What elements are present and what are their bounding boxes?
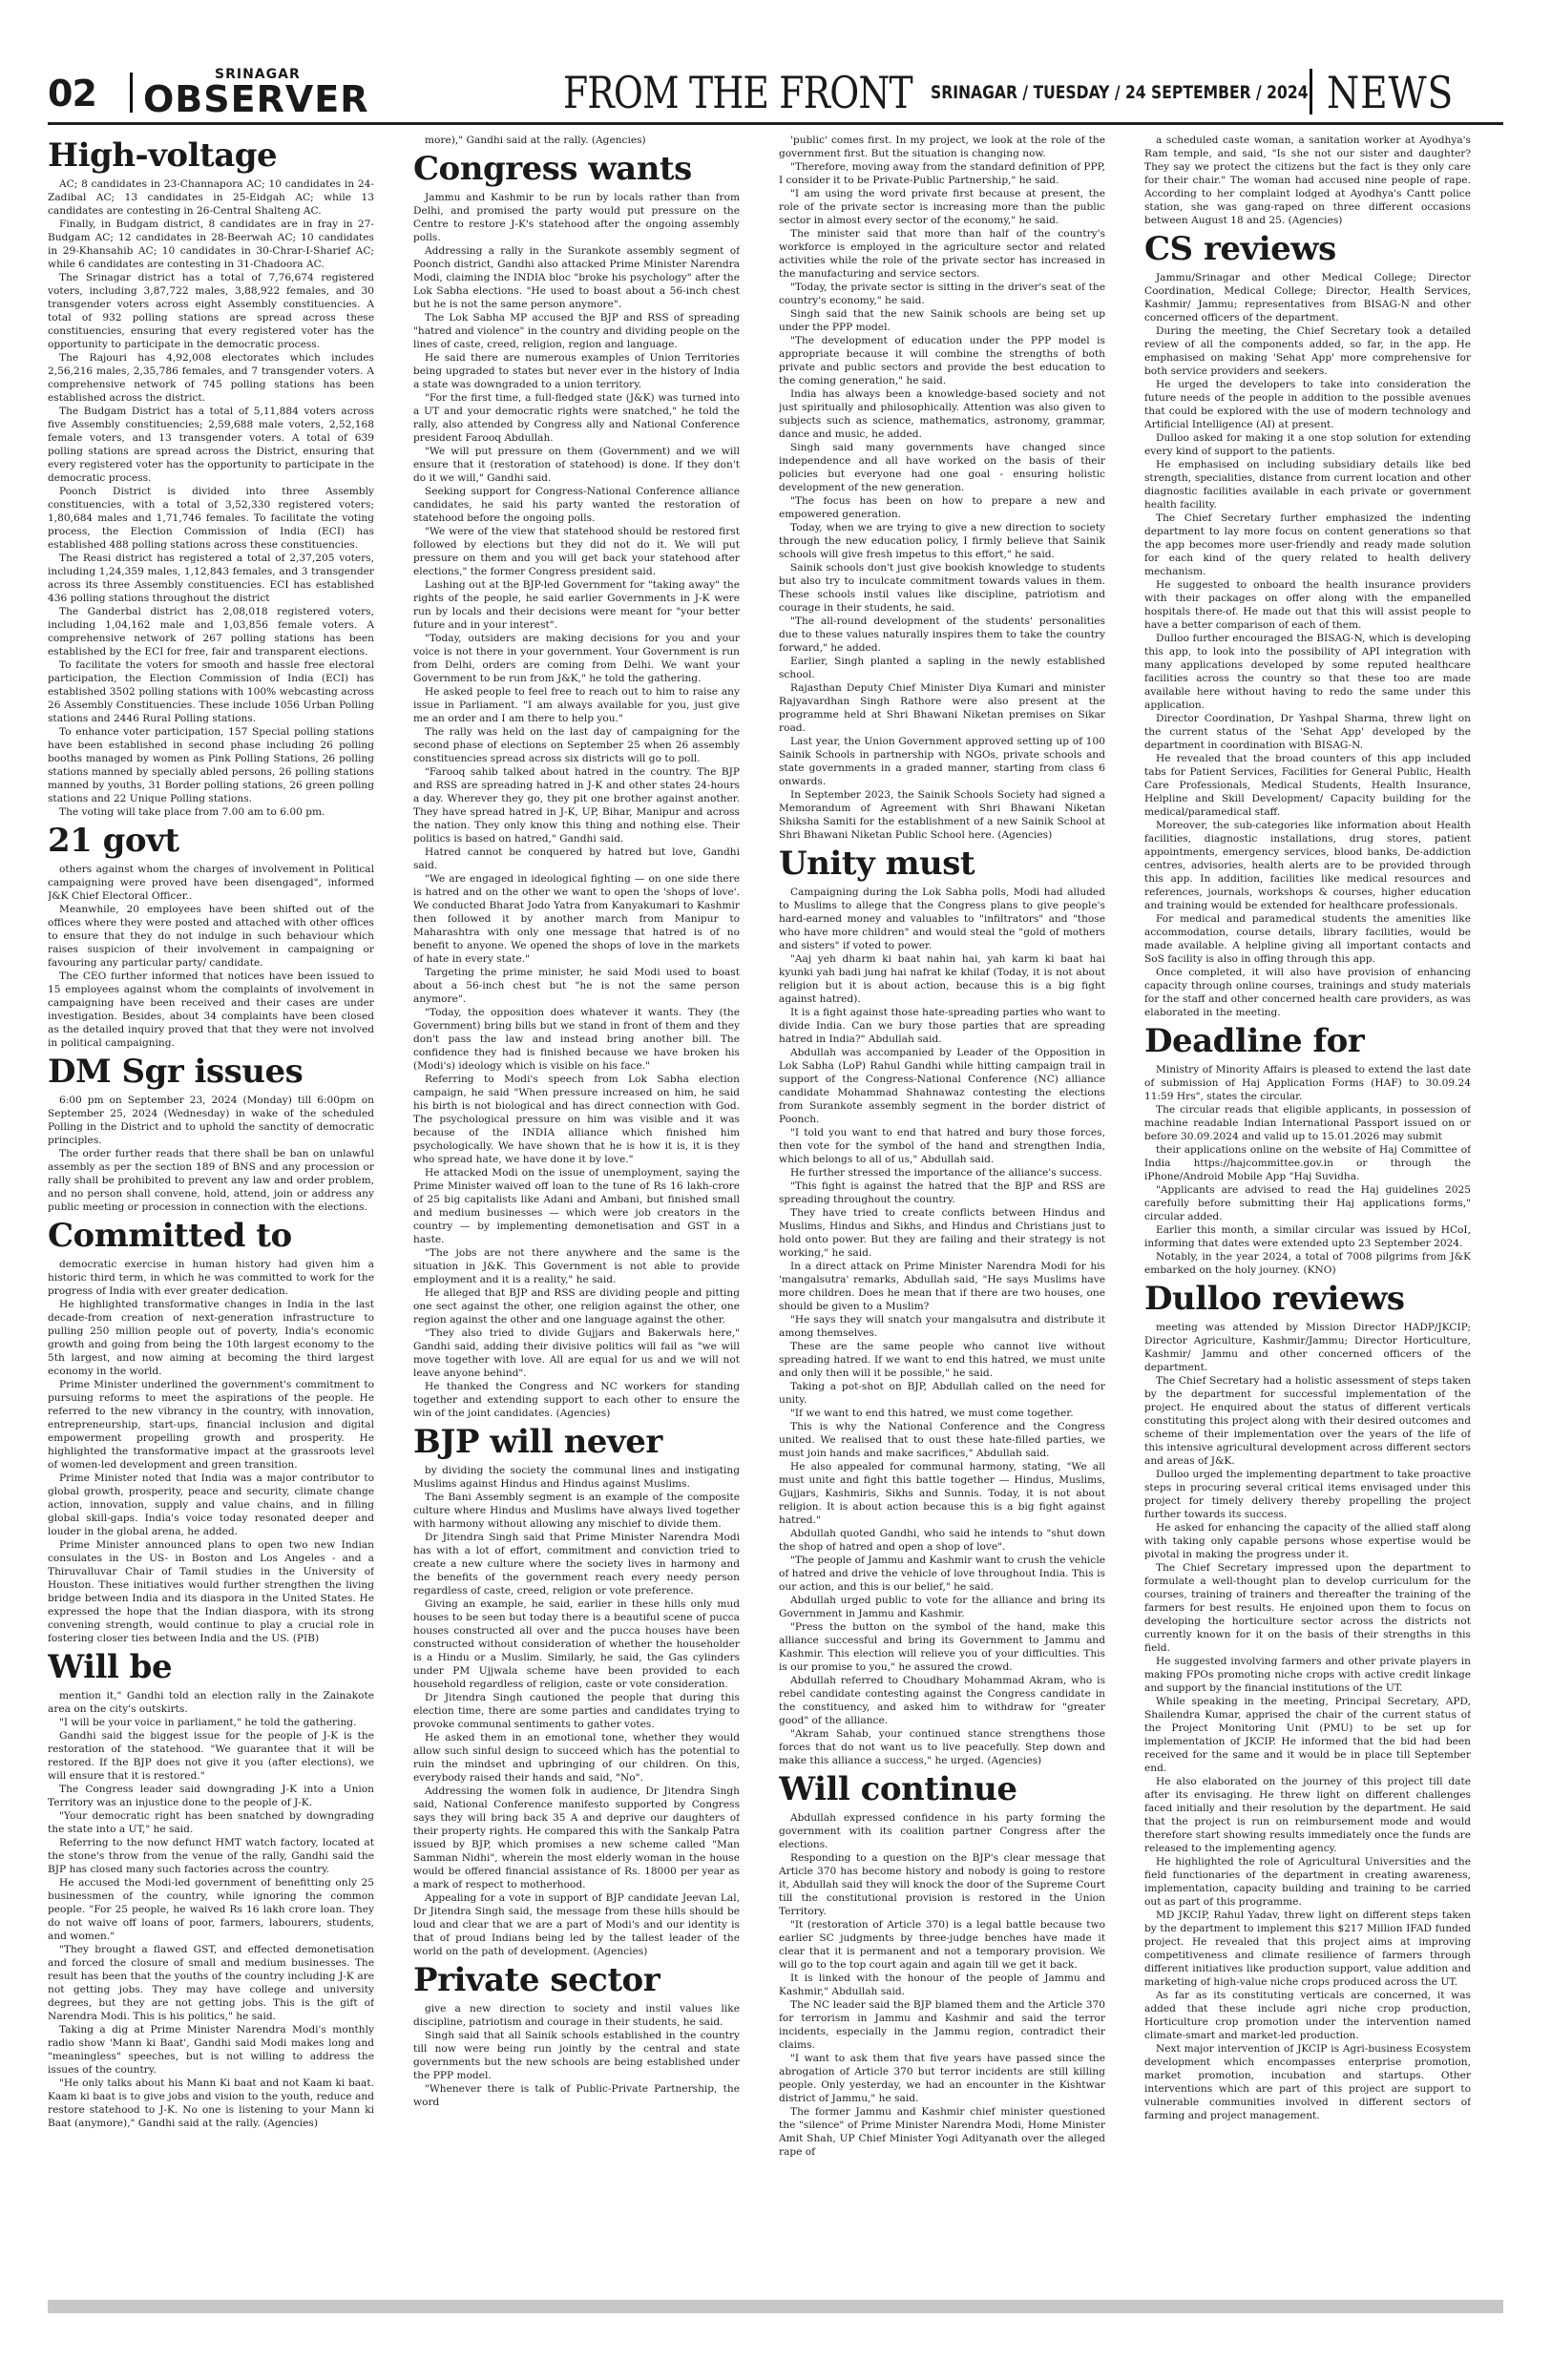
article-paragraph: "Farooq sahib talked about hatred in the country. The BJP and RSS are spreading hatred in J-K and other states 24-hours a day. Wherever they go, they pit one brother against another. They have spread hatred in J-K, UP, Bihar, Manipur and across the nation. They only know this thing and nothing else. Their politics is based on hatred," Gandhi said. xyxy=(413,766,740,845)
article-paragraph: "He only talks about his Mann Ki baat and not Kaam ki baat. Kaam ki baat is to give jobs and vision to the youth, reduce and restore statehood to J-K. No one is listening to your Mann ki Baat (anymore)," Gandhi said at the rally. (Agencies) xyxy=(48,2077,374,2129)
article-paragraph: Prime Minister noted that India was a major contributor to global growth, prosperity, peace and security, climate change action, innovation, supply and value chains, and in filling global skill-gaps. India's voice today resonated deeper and louder in the global arena, he added. xyxy=(48,1472,374,1537)
article-paragraph: Singh said many governments have changed since independence and all have worked on the basis of their policies but everyone had one goal - ensuring holistic development of the new generation. xyxy=(779,442,1105,493)
article xyxy=(779,846,1105,1767)
article-headline: Congress wants xyxy=(413,150,692,188)
article-paragraph: Dr Jitendra Singh cautioned the people that during this election time, there are some parties and candidates trying to provoke communal sentiments to gather votes. xyxy=(413,1692,740,1730)
article-paragraph: He suggested to onboard the health insurance providers with their packages on offer along with the empanelled hospitals there-of. He made out that this will assist people to have a better comparison of each of them. xyxy=(1144,579,1471,631)
article-paragraph: The former Jammu and Kashmir chief minister questioned the "silence" of Prime Minister Narendra Modi, Home Minister Amit Shah, UP Chief Minister Yogi Adityanath over the alleged rape of xyxy=(779,2106,1105,2158)
article-paragraph: Referring to Modi's speech from Lok Sabha election campaign, he said "When pressure increased on him, he said his birth is not biological and has direct connection with God. The psychological pressure on him was visible and it was because of the INDIA alliance which finished him psychologically. We have shown that he is how it is, it is they who spread hate, we have done it by love." xyxy=(413,1074,740,1165)
article-paragraph: He revealed that the broad counters of this app included tabs for Patient Services, Facilities for General Public, Health Care Professionals, Medical Students, Health Insurance, Helpline and Skill Development/ Capacity building for the medical/paramedical staff. xyxy=(1144,753,1471,818)
article-paragraph: "For the first time, a full-fledged state (J&K) was turned into a UT and your democratic rights were snatched," he told the rally, also attended by Congress ally and National Conference president Farooq Abdullah. xyxy=(413,392,740,444)
article-paragraph: Once completed, it will also have provision of enhancing capacity through online courses, trainings and study materials for the staff and other concerned health care providers, as was elaborated in the meeting. xyxy=(1144,967,1471,1018)
article xyxy=(779,1771,1105,2159)
article-paragraph: others against whom the charges of involvement in Political campaigning were proved have been disengaged", informed J&K Chief Electoral Officer.. xyxy=(48,864,374,902)
article-paragraph: more)," Gandhi said at the rally. (Agencies) xyxy=(425,135,646,146)
article-paragraph: India has always been a knowledge-based society and not just spiritually and philosophically. Attention was also given to subjects such as science, mathematics, astronomy, grammar, dance and music, he added. xyxy=(779,388,1105,440)
article-paragraph: The Ganderbal district has 2,08,018 registered voters, including 1,04,162 male and 1,03,856 female voters. A comprehensive network of 267 polling stations has been established by the ECI for free, fair and transparent elections. xyxy=(48,606,374,658)
article-paragraph: "Applicants are advised to read the Haj guidelines 2025 carefully before submitting their Haj applications forms," circular added. xyxy=(1144,1184,1471,1222)
article-paragraph: "Akram Sahab, your continued stance strengthens those forces that do not want us to live peacefully. Step down and make this alliance a success," he urged. (Agencies) xyxy=(779,1728,1105,1766)
article xyxy=(413,1424,740,1958)
article-paragraph: He suggested involving farmers and other private players in making FPOs promoting niche crops with active credit linkage and support by the financial institutions of the UT. xyxy=(1144,1656,1471,1694)
article-paragraph: Rajasthan Deputy Chief Minister Diya Kumari and minister Rajyavardhan Singh Rathore were also present at the programme held at Shri Bhawani Niketan premises on Sikar road. xyxy=(779,682,1105,734)
article-paragraph: MD JKCIP, Rahul Yadav, threw light on different steps taken by the department to implement this $217 Million IFAD funded project. He revealed that this project aims at improving competitiveness and climate resilience of farmers through different initiatives like production support, value addition and marketing of high-value niche crops produced across the UT. xyxy=(1144,1910,1471,1988)
article-paragraph: These are the same people who cannot live without spreading hatred. If we want to end this hatred, we must unite and only then will it be possible," he said. xyxy=(779,1341,1105,1379)
article xyxy=(48,1054,374,1214)
article-paragraph: Taking a pot-shot on BJP, Abdullah called on the need for unity. xyxy=(779,1381,1105,1406)
column-4 xyxy=(1144,134,1471,2288)
article xyxy=(48,137,374,819)
article-paragraph: To facilitate the voters for smooth and hassle free electoral participation, the Election Commission of India (ECI) has established 3502 polling stations with 100% webcasting across 26 Assembly Constituencies. These include 1056 Urban Polling stations and 2446 Rural Polling stations. xyxy=(48,659,374,724)
article xyxy=(413,151,740,1420)
article-paragraph: Singh said that all Sainik schools established in the country till now were being run jointly by the central and state governments but the new schools are being established under the PPP model. xyxy=(413,2030,740,2081)
article-paragraph: Sainik schools don't just give bookish knowledge to students but also try to inculcate commitment towards values in them. These schools instil values like discipline, patriotism and courage in their students, he said. xyxy=(779,562,1105,614)
article-paragraph: He accused the Modi-led government of benefitting only 25 businessmen of the country, while ignoring the common people. "For 25 people, he waived Rs 16 lakh crore loan. They do not waive off loans of poor, farmers, labourers, students, and women." xyxy=(48,1877,374,1942)
article-paragraph: Dr Jitendra Singh said that Prime Minister Narendra Modi has with a lot of effort, commitment and conviction tried to create a new culture where the society lives in harmony and the benefits of the government reach every needy person regardless of caste, creed, religion or vote preference. xyxy=(413,1532,740,1597)
article-paragraph: Hatred cannot be conquered by hatred but love, Gandhi said. xyxy=(413,846,740,871)
article-paragraph: The circular reads that eligible applicants, in possession of machine readable Indian International Passport issued on or before 30.09.2024 and valid up to 15.01.2026 may submit xyxy=(1144,1104,1471,1142)
article-paragraph: "This fight is against the hatred that the BJP and RSS are spreading throughout the country. xyxy=(779,1180,1105,1205)
article-paragraph: Notably, in the year 2024, a total of 7008 pilgrims from J&K embarked on the holy journey. (KNO) xyxy=(1144,1251,1471,1276)
article-paragraph: Abdullah quoted Gandhi, who said he intends to "shut down the shop of hatred and open a shop of love". xyxy=(779,1528,1105,1553)
article-paragraph: meeting was attended by Mission Director HADP/JKCIP; Director Agriculture, Kashmir/Jammu; Director Horticulture, Kashmir/ Jammu and other concerned officers of the department. xyxy=(1144,1322,1471,1373)
column-3 xyxy=(779,134,1105,2288)
article-paragraph: "Aaj yeh dharm ki baat nahin hai, yah karm ki baat hai kyunki yah badi jung hai nafrat ke khilaf (Today, it is not about religion but it is about action, because this is a big fight against hatred). xyxy=(779,953,1105,1005)
article-paragraph: The NC leader said the BJP blamed them and the Article 370 for terrorism in Jammu and Kashmir and said the terror incidents, especially in the Jammu region, contradict their claims. xyxy=(779,1999,1105,2051)
article-paragraph: 6:00 pm on September 23, 2024 (Monday) till 6:00pm on September 25, 2024 (Wednesday) in wake of the scheduled Polling in the District and to uphold the sanctity of democratic principles. xyxy=(48,1095,374,1146)
article-headline: DM Sgr issues xyxy=(48,1053,304,1091)
article-paragraph: "If we want to end this hatred, we must come together. xyxy=(790,1408,1074,1419)
article-paragraph: "Today, the opposition does whatever it wants. They (the Government) bring bills but we stand in front of them and they don't pass the law and instead bring another bill. The confidence they had is finished because we have broken his (Modi's) ideology which is visible on his face." xyxy=(413,1007,740,1072)
article-paragraph: "We are engaged in ideological fighting — on one side there is hatred and on the other we want to open the 'shops of love'. We conducted Bharat Jodo Yatra from Kanyakumari to Kashmir then followed it by another march from Manipur to Maharashtra with only one message that hatred is of no benefit to anyone. We opened the shops of love in the markets of hate in every state." xyxy=(413,873,740,965)
article xyxy=(413,134,740,147)
article-paragraph: "I want to ask them that five years have passed since the abrogation of Article 370 but terror incidents are still killing people. Only yesterday, we had an encounter in the Kishtwar district of Jammu," he said. xyxy=(779,2053,1105,2104)
article xyxy=(413,1962,740,2109)
article-paragraph: During the meeting, the Chief Secretary took a detailed review of all the components added, so far, in the app. He emphasised on making 'Sehat App' more comprehensive for both service providers and seekers. xyxy=(1144,325,1471,377)
article-paragraph: AC; 8 candidates in 23-Channapora AC; 10 candidates in 24-Zadibal AC; 13 candidates in 25-Eidgah AC; while 13 candidates are contesting in 26-Central Shalteng AC. xyxy=(48,178,374,217)
article-paragraph: 'public' comes first. In my project, we look at the role of the government first. But the situation is changing now. xyxy=(779,135,1105,159)
article-paragraph: "Whenever there is talk of Public-Private Partnership, the word xyxy=(413,2083,740,2108)
article-paragraph: Campaigning during the Lok Sabha polls, Modi had alluded to Muslims to allege that the Congress plans to give people's hard-earned money and valuables to "infiltrators" and "those who have more children" and would steal the "gold of mothers and sisters" if voted to power. xyxy=(779,887,1105,951)
article xyxy=(48,1649,374,2130)
masthead-divider-right xyxy=(1310,69,1312,115)
article-paragraph: Ministry of Minority Affairs is pleased to extend the last date of submission of Haj Application Forms (HAF) to 30.09.24 11:59 Hrs", states the circular. xyxy=(1144,1064,1471,1102)
article-paragraph: He thanked the Congress and NC workers for standing together and extending support to each other to ensure the win of the joint candidates. (Agencies) xyxy=(413,1381,740,1419)
article-paragraph: The Lok Sabha MP accused the BJP and RSS of spreading "hatred and violence" in the country and dividing people on the lines of caste, creed, religion, region and language. xyxy=(413,312,740,350)
article-paragraph: Taking a dig at Prime Minister Narendra Modi's monthly radio show 'Mann ki Baat', Gandhi said Modi makes long and "meaningless" speeches, but is not willing to address the issues of the country. xyxy=(48,2024,374,2076)
article-paragraph: This is why the National Conference and the Congress united. We realised that to oust these hate-filled parties, we must join hands and make sacrifices," Abdullah said. xyxy=(779,1421,1105,1459)
article-paragraph: by dividing the society the communal lines and instigating Muslims against Hindus and Hindus against Muslims. xyxy=(413,1465,740,1490)
article-paragraph: The Budgam District has a total of 5,11,884 voters across five Assembly constituencies; 2,59,688 male voters, 2,52,168 female voters, and 13 transgender voters. A total of 639 polling stations are spread across the District, ensuring that every registered voter has the opportunity to participate in the democratic process. xyxy=(48,406,374,484)
article xyxy=(1144,134,1471,227)
article-paragraph: He also elaborated on the journey of this project till date after its envisaging. He threw light on different challenges faced initially and their resolution by the department. He said that the project is run on reimbursement mode and would therefore start showing results immediately once the funds are released to the implementing agency. xyxy=(1144,1776,1471,1854)
article-paragraph: give a new direction to society and instil values like discipline, patriotism and courage in their students, he said. xyxy=(413,2003,740,2028)
article-paragraph: The order further reads that there shall be ban on unlawful assembly as per the section 189 of BNS and any procession or rally shall be prohibited to prevent any law and order problem, and no person shall convene, hold, attend, join or address any public meeting or procession in connection with the elections. xyxy=(48,1148,374,1213)
article-paragraph: It is linked with the honour of the people of Jammu and Kashmir," Abdullah said. xyxy=(779,1973,1105,1997)
article-paragraph: Abdullah expressed confidence in his party forming the government with its coalition partner Congress after the elections. xyxy=(779,1812,1105,1850)
article-paragraph: "I am using the word private first because at present, the role of the private sector is increasing more than the public sector in almost every sector of the economy," he said. xyxy=(779,188,1105,226)
article-paragraph: He also appealed for communal harmony, stating, "We all must unite and fight this battle together — Hindus, Muslims, Gujjars, Kashmiris, Sikhs and Sunnis. Today, it is not about religion. It is about action because this is a big fight against hatred." xyxy=(779,1461,1105,1526)
article-paragraph: He urged the developers to take into consideration the future needs of the people in addition to the possible avenues that could be explored with the use of modern technology and Artificial Intelligence (AI) at present. xyxy=(1144,379,1471,430)
article-paragraph: The Chief Secretary had a holistic assessment of steps taken by the department for successful implementation of the project. He enquired about the status of different verticals constituting this project along with their desired outcomes and scheme of their implementation over the years of the life of this intensive agricultural development across different sectors and areas of J&K. xyxy=(1144,1375,1471,1467)
article-paragraph: The rally was held on the last day of campaigning for the second phase of elections on September 25 when 26 assembly constituencies spread across six districts will go to poll. xyxy=(413,726,740,764)
article-headline: CS reviews xyxy=(1144,230,1336,268)
article-headline: Will be xyxy=(48,1648,173,1686)
section-title: FROM THE FRONT xyxy=(563,67,912,118)
article-headline: Unity must xyxy=(779,845,975,883)
article-paragraph: Referring to the now defunct HMT watch factory, located at the stone's throw from the venue of the rally, Gandhi said the BJP has closed many such factories across the country. xyxy=(48,1837,374,1875)
article-paragraph: Director Coordination, Dr Yashpal Sharma, threw light on the current status of the 'Sehat App' developed by the department in coordination with BISAG-N. xyxy=(1144,713,1471,751)
article-headline: BJP will never xyxy=(413,1423,662,1461)
article-paragraph: Dulloo asked for making it a one stop solution for extending every kind of support to the patients. xyxy=(1144,432,1471,457)
article-paragraph: He said there are numerous examples of Union Territories being upgraded to states but never ever in the history of India a state was downgraded to a union territory. xyxy=(413,352,740,390)
article-paragraph: Finally, in Budgam district, 8 candidates are in fray in 27-Budgam AC; 12 candidates in 28-Beerwah AC; 10 candidates in 29-Khansahib AC; 10 candidates in 30-Chrar-I-Sharief AC; while 6 candidates are contesting in 31-Chadoora AC. xyxy=(48,219,374,270)
article-paragraph: "They brought a flawed GST, and effected demonetisation and forced the closure of small and medium businesses. The result has been that the youths of the country including J-K are not getting jobs. They may have college and university degrees, but they are not getting jobs. This is the gift of Narendra Modi. This is his politics," he said. xyxy=(48,1944,374,2022)
column-1 xyxy=(48,134,374,2288)
article-paragraph: The Congress leader said downgrading J-K into a Union Territory was an injustice done to the people of J-K. xyxy=(48,1784,374,1808)
article-paragraph: The CEO further informed that notices have been issued to 15 employees against whom the complaints of involvement in campaigning have been received and their cases are under investigation. Besides, about 34 complaints have been closed as the detailed inquiry proved that that they were not involved in political campaigning. xyxy=(48,971,374,1049)
article-paragraph: "The jobs are not there anywhere and the same is the situation in J&K. This Government is not able to provide employment and it is a reality," he said. xyxy=(413,1247,740,1285)
article-paragraph: "The focus has been on how to prepare a new and empowered generation. xyxy=(779,495,1105,520)
article-paragraph: Abdullah urged public to vote for the alliance and bring its Government in Jammu and Kashmir. xyxy=(779,1595,1105,1619)
article-paragraph: They have tried to create conflicts between Hindus and Muslims, Hindus and Sikhs, and Hindus and Christians just to hold onto power. But they are failing and their strategy is not working," he said. xyxy=(779,1207,1105,1259)
article-paragraph: "Press the button on the symbol of the hand, make this alliance successful and bring its Government to Jammu and Kashmir. This election will relieve you of your difficulties. This is our promise to you," he assured the crowd. xyxy=(779,1621,1105,1673)
article-paragraph: Today, when we are trying to give a new direction to society through the new education policy, I firmly believe that Sainik schools will give fresh impetus to this effort," he said. xyxy=(779,522,1105,560)
article-paragraph: "I will be your voice in parliament," he told the gathering. xyxy=(59,1717,357,1728)
article-paragraph: Earlier, Singh planted a sapling in the newly established school. xyxy=(779,656,1105,680)
article-headline: Private sector xyxy=(413,1961,660,1999)
article-paragraph: Last year, the Union Government approved setting up of 100 Sainik Schools in partnership with NGOs, private schools and state governments in a graded manner, starting from class 6 onwards. xyxy=(779,736,1105,787)
article-paragraph: "They also tried to divide Gujjars and Bakerwals here," Gandhi said, adding their divisive politics will fail as "we will move together with love. All are equal for us and we will not leave anyone behind". xyxy=(413,1327,740,1379)
article-headline: Will continue xyxy=(779,1770,1017,1808)
article-paragraph: "He says they will snatch your mangalsutra and distribute it among themselves. xyxy=(779,1314,1105,1339)
article-paragraph: Next major intervention of JKCIP is Agri-business Ecosystem development which encompasses enterprise promotion, market promotion, incubation and startups. Other interventions which are part of this project are support to vulnerable communities involved in different sectors of farming and project management. xyxy=(1144,2043,1471,2121)
article-paragraph: Poonch District is divided into three Assembly constituencies, with a total of 3,52,330 registered voters; 1,80,684 males and 1,71,746 females. To facilitate the voting process, the Election Commission of India (ECI) has established 488 polling stations across these constituencies. xyxy=(48,486,374,551)
article-paragraph: He highlighted transformative changes in India in the last decade-from creation of next-generation infrastructure to pulling 250 million people out of poverty, India's economic growth and going from being the 10th largest economy to the 5th largest, and now aiming at becoming the third largest economy in the world. xyxy=(48,1299,374,1377)
article xyxy=(779,134,1105,842)
article-paragraph: The voting will take place from 7.00 am to 6.00 pm. xyxy=(59,806,325,818)
article-paragraph: He asked them in an emotional tone, whether they would allow such sinful design to succeed which has the potential to ruin the mindset and upbringing of our children. On this, everybody raised their hands and said, "No". xyxy=(413,1732,740,1784)
article-paragraph: While speaking in the meeting, Principal Secretary, APD, Shailendra Kumar, apprised the chair of the current status of the Project Monitoring Unit (PMU) to be set up for implementation of JKCIP. He informed that the bid had been received for the same and it would be in place till September end. xyxy=(1144,1696,1471,1774)
article-headline: 21 govt xyxy=(48,822,179,860)
article-paragraph: Appealing for a vote in support of BJP candidate Jeevan Lal, Dr Jitendra Singh said, the message from these hills should be loud and clear that we are a part of Modi's and our identity is that of proud Indians being led by the tallest leader of the world on the path of development. (Agencies) xyxy=(413,1892,740,1957)
article-paragraph: Giving an example, he said, earlier in these hills only mud houses to be seen but today there is a beautiful scene of pucca houses constructed all over and the pucca houses have been constructed without consideration of whether the householder is a Hindu or a Muslim. Similarly, he said, the Gas cylinders under PM Ujjwala scheme have been provided to each household regardless of religion, caste or vote consideration. xyxy=(413,1598,740,1690)
article-paragraph: Dulloo urged the implementing department to take proactive steps in procuring several critical items envisaged under this project for timely delivery thereby propelling the project further towards its success. xyxy=(1144,1469,1471,1520)
page-number: 02 xyxy=(48,73,96,115)
article-paragraph: "We were of the view that statehood should be restored first followed by elections but they did not do it. We will put pressure on them and you will get back your statehood after elections," the former Congress president said. xyxy=(413,526,740,577)
article-paragraph: It is a fight against those hate-spreading parties who want to divide India. Can we bury those parties that are spreading hatred in India?" Abdullah said. xyxy=(779,1007,1105,1045)
article-paragraph: He attacked Modi on the issue of unemployment, saying the Prime Minister waived off loan to the tune of Rs 16 lakh-crore of 25 big capitalists like Adani and Ambani, but finished small and medium businesses — which were job creators in the country — by implementing demonetisation and GST in a haste. xyxy=(413,1167,740,1245)
article-paragraph: The minister said that more than half of the country's workforce is employed in the agriculture sector and related activities while the role of the private sector has increased in the manufacturing and service sectors. xyxy=(779,228,1105,280)
article-paragraph: As far as its constituting verticals are concerned, it was added that these include agri niche crop production, Horticulture crop promotion under the intervention named climate-smart and market-led production. xyxy=(1144,1990,1471,2041)
article-paragraph: "The all-round development of the students' personalities due to these values naturally inspires them to take the country forward," he added. xyxy=(779,616,1105,654)
article-paragraph: democratic exercise in human history had given him a historic third term, in which he was committed to work for the progress of India with ever greater dedication. xyxy=(48,1259,374,1297)
article-paragraph: Singh said that the new Sainik schools are being set up under the PPP model. xyxy=(779,308,1105,333)
article xyxy=(48,823,374,1050)
article xyxy=(1144,1023,1471,1277)
article-headline: Deadline for xyxy=(1144,1022,1365,1060)
article-headline: High-voltage xyxy=(48,136,278,175)
article xyxy=(1144,231,1471,1019)
article-paragraph: He highlighted the role of Agricultural Universities and the field functionaries of the department in creating awareness, implementation, capacity building and training to be carried out as part of this programme. xyxy=(1144,1856,1471,1908)
article-headline: Committed to xyxy=(48,1217,292,1255)
article-paragraph: He alleged that BJP and RSS are dividing people and pitting one sect against the other, one religion against the other, one region against the other and one language against the other. xyxy=(413,1287,740,1326)
article-paragraph: "It (restoration of Article 370) is a legal battle because two earlier SC judgments by three-judge benches have made it clear that it is permanent and not a temporary provision. We will go to the top court again and again till we get it back. xyxy=(779,1919,1105,1971)
article-paragraph: "Your democratic right has been snatched by downgrading the state into a UT," he said. xyxy=(48,1810,374,1835)
article-paragraph: He emphasised on including subsidiary details like bed strength, specialities, distance from current location and other diagnostic facilities available in each private or government health facility. xyxy=(1144,459,1471,511)
article-paragraph: Dulloo further encouraged the BISAG-N, which is developing this app, to look into the possibility of API integration with many applications developed by some reputed healthcare facilities across the country so that these too are made available here without having to redo the same under this application. xyxy=(1144,633,1471,711)
brand-city: SRINAGAR xyxy=(215,67,301,82)
article-paragraph: The Srinagar district has a total of 7,76,674 registered voters, including 3,87,722 males, 3,88,922 females, and 30 transgender voters across eight Assembly constituencies. A total of 932 polling stations are spread across these constituencies, ensuring that every registered voter has the opportunity to participate in the democratic process. xyxy=(48,272,374,350)
article-paragraph: "I told you want to end that hatred and bury those forces, then vote for the symbol of the hand and strengthen India, which belongs to all of us," Abdullah said. xyxy=(779,1127,1105,1165)
article-paragraph: In a direct attack on Prime Minister Narendra Modi for his 'mangalsutra' remarks, Abdullah said, "He says Muslims have more children. Does he mean that if there are two houses, one should be given to a Muslim? xyxy=(779,1261,1105,1312)
masthead-rule xyxy=(48,122,1503,125)
article-headline: Dulloo reviews xyxy=(1144,1280,1405,1318)
article-paragraph: "We will put pressure on them (Government) and we will ensure that it (restoration of statehood) is done. If they don't do it we will," Gandhi said. xyxy=(413,446,740,484)
article-paragraph: The Chief Secretary further emphasized the indenting department to lay more focus on content generations so that the app becomes more user-friendly and ready made solution for each kind of the query related to health delivery mechanism. xyxy=(1144,512,1471,577)
article-paragraph: Seeking support for Congress-National Conference alliance candidates, he said his party wanted the restoration of statehood before the ongoing polls. xyxy=(413,486,740,524)
article-paragraph: a scheduled caste woman, a sanitation worker at Ayodhya's Ram temple, and said, "Is she not our sister and daughter? They say we protect the citizens but the fact is they only care for their chair." The woman had accused nine people of rape. According to her complaint lodged at Ayodhya's Cantt police station, she was gang-raped on three different occasions between August 18 and 25. (Agencies) xyxy=(1144,135,1471,226)
article-paragraph: Addressing the women folk in audience, Dr Jitendra Singh said, National Conference manifesto supported by Congress says they will bring back 35 A and deprive our daughters of their property rights. He compared this with the Sankalp Patra issued by BJP, which promises a new scheme called "Man Samman Nidhi", wherein the most elderly woman in the house would be offered financial assistance of Rs. 18000 per year as a mark of respect to motherhood. xyxy=(413,1785,740,1890)
article-paragraph: Gandhi said the biggest issue for the people of J-K is the restoration of the statehood. "We guarantee that it will be restored. If the BJP does not give it you (after elections), we will ensure that it is restored." xyxy=(48,1730,374,1782)
article-paragraph: "The development of education under the PPP model is appropriate because it will combine the strengths of both private and public sectors and provide the best education to the coming generation," he said. xyxy=(779,335,1105,386)
article-paragraph: Meanwhile, 20 employees have been shifted out of the offices where they were posted and attached with other offices to ensure that they do not indulge in such behaviour which raises suspicion of their involvement in campaigning or favouring any particular party/ candidate. xyxy=(48,904,374,969)
article-paragraph: He asked people to feel free to reach out to him to raise any issue in Parliament. "I am always available for you, just give me an order and I am there to help you." xyxy=(413,686,740,724)
article-paragraph: The Rajouri has 4,92,008 electorates which includes 2,56,216 males, 2,35,786 females, and 7 transgender voters. A comprehensive network of 745 polling stations has been established across the district. xyxy=(48,352,374,404)
footer-bar xyxy=(48,2300,1503,2313)
article-paragraph: Prime Minister announced plans to open two new Indian consulates in the US- in Boston and Los Angeles - and a Thiruvalluvar Chair of Tamil studies in the University of Houston. These initiatives would further strengthen the living bridge between India and its diaspora in the United States. He expressed the hope that the Indian diaspora, with its strong convening strength, would continue to play a crucial role in fostering closer ties between India and the US. (PIB) xyxy=(48,1539,374,1644)
article-paragraph: Targeting the prime minister, he said Modi used to boast about a 56-inch chest but "he is not the same person anymore". xyxy=(413,967,740,1005)
article-paragraph: Earlier this month, a similar circular was issued by HCoI, informing that dates were extended upto 23 September 2024. xyxy=(1144,1224,1471,1249)
article-paragraph: The Chief Secretary impressed upon the department to formulate a well-thought plan to develop curriculum for the courses, training of trainers and thereafter the training of the farmers for best results. He enjoined upon them to focus on developing the horticulture sector across the districts not currently known for it on the basis of their strengths in this field. xyxy=(1144,1562,1471,1654)
article-paragraph: Jammu and Kashmir to be run by locals rather than from Delhi, and promised the party would put pressure on the Centre to restore J-K's statehood after the ongoing assembly polls. xyxy=(413,192,740,243)
article-paragraph: Moreover, the sub-categories like information about Health facilities, diagnostic installations, drug stores, patient appointments, emergency services, blood banks, De-addiction centres, advisories, health alerts are to be provided through this app. In addition, facilities like medical resources and references, journals, workshops & courses, higher education and training would be extended for healthcare professionals. xyxy=(1144,820,1471,911)
article xyxy=(48,1218,374,1645)
article-paragraph: The Bani Assembly segment is an example of the composite culture where Hindus and Muslims have always lived together with harmony without allowing any mischief to divide them. xyxy=(413,1492,740,1530)
category-label: NEWS xyxy=(1327,67,1455,118)
article-paragraph: The Reasi district has registered a total of 2,37,205 voters, including 1,24,359 males, 1,12,843 females, and 3 transgender across its three Assembly constituencies. ECI has established 436 polling stations throughout the district xyxy=(48,553,374,604)
article-paragraph: Abdullah referred to Choudhary Mohammad Akram, who is rebel candidate contesting against the Congress candidate in the constituency, and asked him to withdraw for "greater good" of the alliance. xyxy=(779,1675,1105,1726)
article-paragraph: He asked for enhancing the capacity of the allied staff along with taking only capable persons whose expertise would be pivotal in making the progress under it. xyxy=(1144,1522,1471,1560)
article-paragraph: For medical and paramedical students the amenities like accommodation, course details, library facilities, would be made available. A helpline giving all important contacts and SoS facility is also in offing through this app. xyxy=(1144,913,1471,965)
article-paragraph: Responding to a question on the BJP's clear message that Article 370 has become history and nobody is going to restore it, Abdullah said they will knock the door of the Supreme Court till the constitutional provision is restored in the Union Territory. xyxy=(779,1852,1105,1917)
masthead-divider xyxy=(130,73,133,113)
dateline: SRINAGAR / TUESDAY / 24 SEPTEMBER / 2024 xyxy=(931,82,1309,103)
article-paragraph: "Therefore, moving away from the standard definition of PPP, I consider it to be Private-Public Partnership," he said. xyxy=(779,161,1105,186)
article-paragraph: "Today, outsiders are making decisions for you and your voice is not there in your government. Your Government is run from Delhi, orders are coming from Delhi. We want your Government to be run from J&K," he told the gathering. xyxy=(413,633,740,684)
article-paragraph: Lashing out at the BJP-led Government for "taking away" the rights of the people, he said earlier Governments in J-K were run by locals and their decisions were meant for "your better future and in your interest". xyxy=(413,579,740,631)
masthead xyxy=(48,59,1503,118)
article-paragraph: "The people of Jammu and Kashmir want to crush the vehicle of hatred and drive the vehicle of love throughout India. This is our action, and this is our belief," he said. xyxy=(779,1555,1105,1593)
article-paragraph: He further stressed the importance of the alliance's success. xyxy=(790,1167,1102,1179)
article xyxy=(1144,1281,1471,2122)
column-2 xyxy=(413,134,740,2288)
article-paragraph: their applications online on the website of Haj Committee of India https://hajcommittee.gov.in or through the iPhone/Android Mobile App "Haj Suvidha. xyxy=(1144,1144,1471,1182)
article-paragraph: In September 2023, the Sainik Schools Society had signed a Memorandum of Agreement with Shri Bhawani Niketan Shiksha Samiti for the establishment of a new Sainik School at Shri Bhawani Niketan Public School here. (Agencies) xyxy=(779,789,1105,841)
article-paragraph: Prime Minister underlined the government's commitment to pursuing reforms to meet the aspirations of the people. He referred to the new vibrancy in the country, with innovation, entrepreneurship, start-ups, financial inclusion and digital empowerment propelling growth and prosperity. He highlighted the transformative impact at the grassroots level of women-led development and green transition. xyxy=(48,1379,374,1471)
brand-name: OBSERVER xyxy=(143,78,369,120)
article-paragraph: Addressing a rally in the Surankote assembly segment of Poonch district, Gandhi also attacked Prime Minister Narendra Modi, claiming the INDIA bloc "broke his psychology" after the Lok Sabha elections. "He used to boast about a 56-inch chest but he is not the same person anymore". xyxy=(413,245,740,310)
article-paragraph: Abdullah was accompanied by Leader of the Opposition in Lok Sabha (LoP) Rahul Gandhi while hitting campaign trail in support of the Congress-National Conference (NC) alliance candidate Mohammad Shahnawaz contesting the elections from Surankote assembly segment in the border district of Poonch. xyxy=(779,1047,1105,1125)
article-paragraph: "Today, the private sector is sitting in the driver's seat of the country's economy," he said. xyxy=(779,282,1105,306)
article-paragraph: To enhance voter participation, 157 Special polling stations have been established in second phase including 26 polling booths managed by women as Pink Polling Stations, 26 polling stations manned by specially abled persons, 26 polling stations manned by youths, 31 Border polling stations, 26 green polling stations and 22 Unique Polling stations. xyxy=(48,726,374,804)
article-paragraph: Jammu/Srinagar and other Medical College; Director Coordination, Medical College; Director, Health Services, Kashmir/ Jammu; representatives from BISAG-N and other concerned officers of the department. xyxy=(1144,272,1471,324)
article-paragraph: mention it," Gandhi told an election rally in the Zainakote area on the city's outskirts. xyxy=(48,1690,374,1715)
